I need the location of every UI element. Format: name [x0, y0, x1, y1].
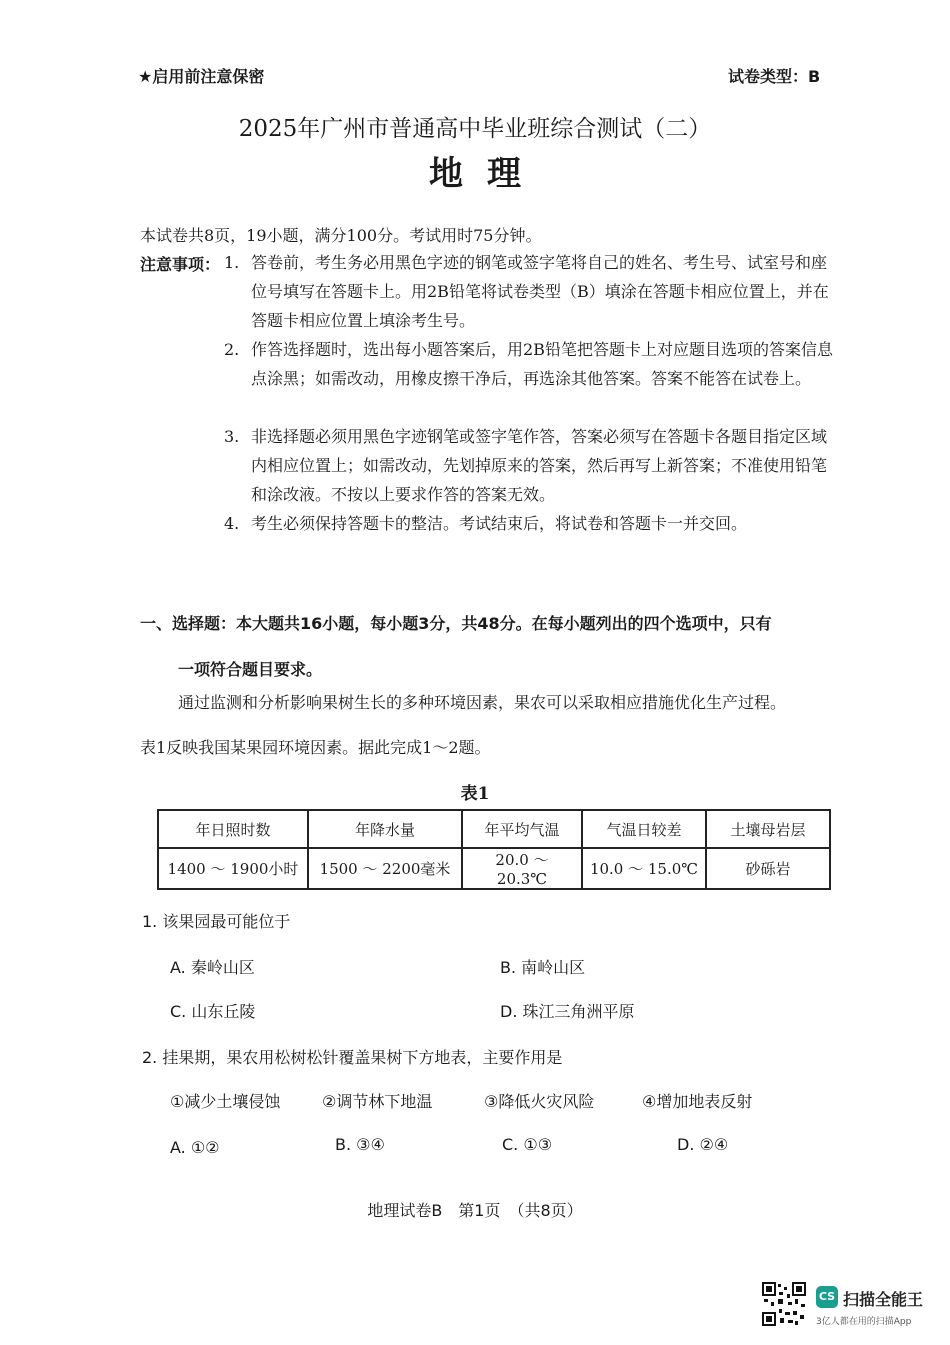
notes-label: 注意事项： [140, 255, 221, 274]
note-text: 答卷前，考生务必用黑色字迹的钢笔或签字笔将自己的姓名、考生号、试室号和座位号填写在答题卡上。用2B铅笔将试卷类型（B）填涂在答题卡相应位置上，并在答题卡相应位置上填涂考生号。 [251, 253, 829, 330]
exam-intro: 本试卷共8页，19小题，满分100分。考试用时75分钟。 [140, 226, 542, 245]
table-header-cell: 年平均气温 [462, 810, 582, 848]
table-cell: 20.0 ～ 20.3℃ [462, 848, 582, 889]
table-header-cell: 气温日较差 [582, 810, 706, 848]
note-text: 考生必须保持答题卡的整洁。考试结束后，将试卷和答题卡一并交回。 [251, 514, 748, 533]
table-cell: 1400 ～ 1900小时 [158, 848, 308, 889]
q2-option-d: D. ②④ [677, 1135, 729, 1154]
q1-option-c: C. 山东丘陵 [170, 1002, 256, 1021]
exam-title: 2025年广州市普通高中毕业班综合测试（二） [238, 116, 712, 142]
table-header-row [158, 810, 830, 848]
table-cell: 1500 ～ 2200毫米 [308, 848, 462, 889]
section-heading [140, 601, 840, 693]
section-line-2: 一项符合题目要求。 [178, 660, 323, 679]
note-item [224, 248, 836, 335]
note-number: 2. [224, 340, 240, 359]
environment-table [157, 809, 831, 890]
table-header-cell: 年日照时数 [158, 810, 308, 848]
note-item [224, 335, 836, 393]
table-header-cell: 年降水量 [308, 810, 462, 848]
note-number: 4. [224, 514, 240, 533]
table-cell: 10.0 ～ 15.0℃ [582, 848, 706, 889]
section-line-1: 一、选择题：本大题共16小题，每小题3分，共48分。在每小题列出的四个选项中，只有 [140, 614, 772, 633]
question-2-stem: 2. 挂果期，果农用松树松针覆盖果树下方地表，主要作用是 [142, 1048, 563, 1067]
q1-option-d: D. 珠江三角洲平原 [500, 1002, 635, 1021]
note-text: 非选择题必须用黑色字迹钢笔或签字笔作答，答案必须写在答题卡各题目指定区域内相应位置上；如需改动，先划掉原来的答案，然后再写上新答案；不准使用铅笔和涂改液。不按以上要求作答的答案无效。 [251, 427, 828, 504]
q2-statement-1: ①减少土壤侵蚀 [170, 1092, 281, 1111]
camscanner-logo-icon: CS [816, 1286, 838, 1308]
scanner-app-name: 扫描全能王 [843, 1290, 924, 1309]
q2-statement-4: ④增加地表反射 [642, 1092, 753, 1111]
note-item [224, 422, 836, 509]
note-text: 作答选择题时，选出每小题答案后，用2B铅笔把答题卡上对应题目选项的答案信息点涂黑；如需改动，用橡皮擦干净后，再选涂其他答案。答案不能答在试卷上。 [251, 340, 833, 388]
note-number: 1. [224, 253, 240, 272]
note-number: 3. [224, 427, 240, 446]
question-1-stem: 1. 该果园最可能位于 [142, 912, 291, 931]
confidential-label: ★启用前注意保密 [138, 67, 265, 86]
subject-title: 地理 [429, 154, 545, 194]
scanner-tagline: 3亿人都在用的扫描App [816, 1317, 912, 1327]
page-footer: 地理试卷B 第1页 （共8页） [367, 1201, 583, 1220]
table-row [158, 848, 830, 889]
passage-line-2: 表1反映我国某果园环境因素。据此完成1～2题。 [140, 738, 491, 757]
table-header-cell: 土壤母岩层 [706, 810, 830, 848]
q1-option-b: B. 南岭山区 [500, 958, 586, 977]
q2-option-b: B. ③④ [335, 1135, 385, 1154]
table-cell: 砂砾岩 [706, 848, 830, 889]
q2-statement-3: ③降低火灾风险 [484, 1092, 595, 1111]
q2-statement-2: ②调节林下地温 [322, 1092, 433, 1111]
note-item [224, 509, 836, 538]
table-caption: 表1 [460, 784, 490, 804]
q2-option-a: A. ①② [170, 1138, 220, 1157]
paper-type-label: 试卷类型：B [728, 67, 821, 86]
qr-code-icon [762, 1282, 806, 1326]
q1-option-a: A. 秦岭山区 [170, 958, 255, 977]
passage-line-1: 通过监测和分析影响果树生长的多种环境因素，果农可以采取相应措施优化生产过程。 [178, 693, 787, 712]
q2-option-c: C. ①③ [502, 1135, 553, 1154]
